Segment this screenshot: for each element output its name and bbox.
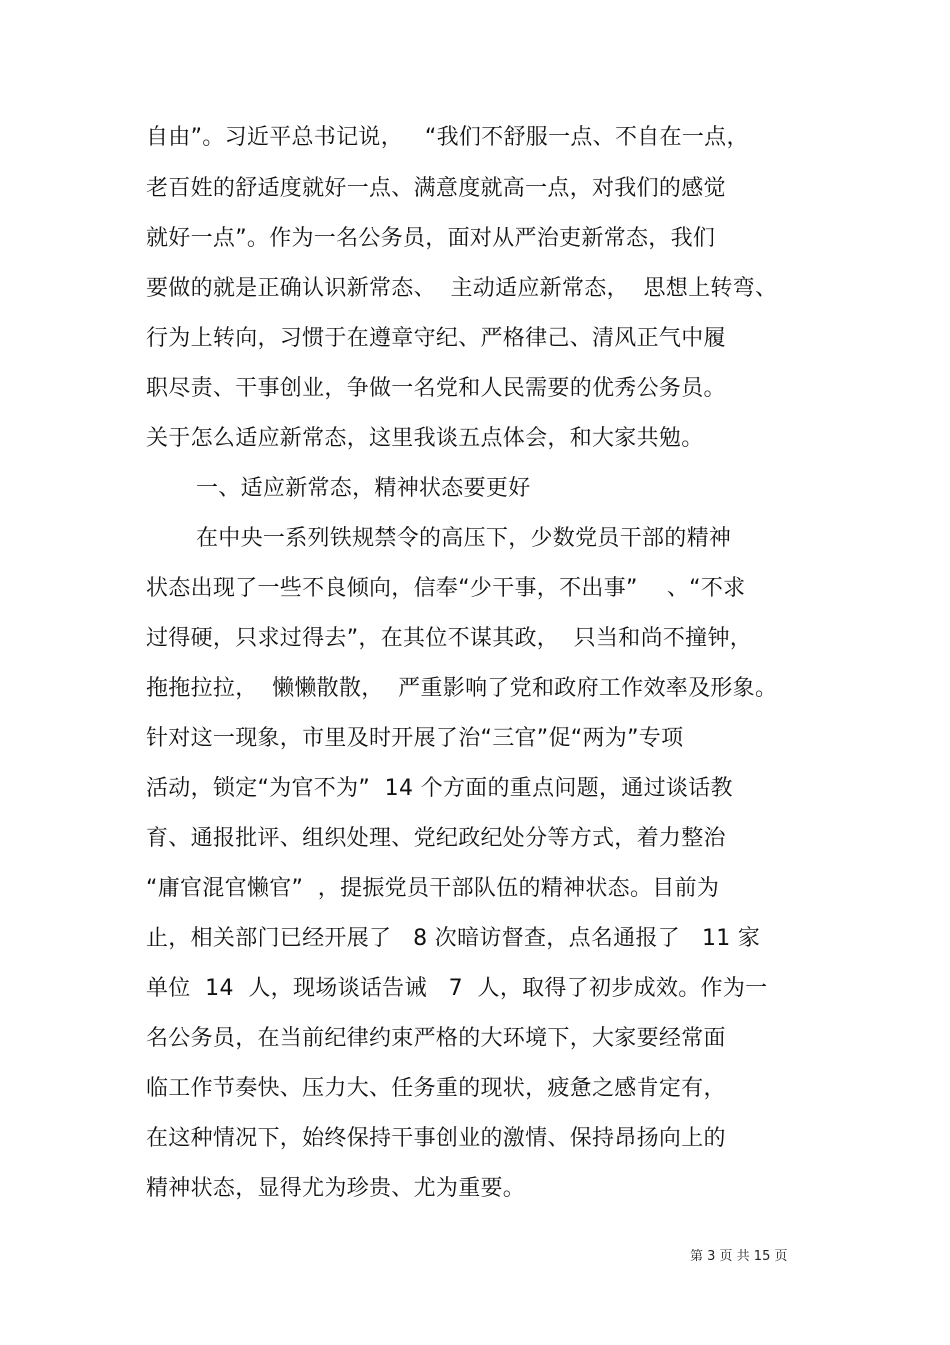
paragraph-line: 状态出现了一些不良倾向，信奉“少干事，不出事” 、“不求 — [146, 576, 746, 601]
paragraph-line: 精神状态，显得尤为珍贵、尤为重要。 — [146, 1176, 526, 1201]
paragraph-line: 单位 14 人，现场谈话告诫 7 人，取得了初步成效。作为一 — [146, 976, 768, 1001]
paragraph-line: 自由”。习近平总书记说， “我们不舒服一点、不自在一点， — [146, 125, 749, 150]
paragraph-line: 止，相关部门已经开展了 8 次暗访督查，点名通报了 11 家 — [146, 926, 761, 951]
paragraph-line: 育、通报批评、组织处理、党纪政纪处分等方式，着力整治 — [146, 826, 726, 851]
paragraph-line: 名公务员，在当前纪律约束严格的大环境下，大家要经常面 — [146, 1026, 726, 1051]
paragraph-line: 职尽责、干事创业，争做一名党和人民需要的优秀公务员。 — [146, 376, 726, 401]
paragraph-line: 要做的就是正确认识新常态、 主动适应新常态， 思想上转弯、 — [146, 276, 778, 301]
section-heading: 一、适应新常态，精神状态要更好 — [196, 476, 531, 501]
paragraph-line: 关于怎么适应新常态，这里我谈五点体会，和大家共勉。 — [146, 426, 704, 451]
paragraph-line: 活动，锁定“为官不为” 14 个方面的重点问题，通过谈话教 — [146, 776, 733, 801]
paragraph-line: 过得硬，只求过得去”，在其位不谋其政， 只当和尚不撞钟， — [146, 626, 753, 651]
paragraph-line: “庸官混官懒官” ，提振党员干部队伍的精神状态。目前为 — [146, 876, 720, 901]
paragraph-line: 拖拖拉拉， 懒懒散散， 严重影响了党和政府工作效率及形象。 — [146, 676, 778, 701]
paragraph-line: 老百姓的舒适度就好一点、满意度就高一点，对我们的感觉 — [146, 176, 726, 201]
paragraph-line: 行为上转向，习惯于在遵章守纪、严格律己、清风正气中履 — [146, 326, 726, 351]
paragraph-line: 临工作节奏快、压力大、任务重的现状，疲惫之感肯定有， — [146, 1076, 726, 1101]
paragraph-line: 在这种情况下，始终保持干事创业的激情、保持昂扬向上的 — [146, 1126, 726, 1151]
paragraph-line: 在中央一系列铁规禁令的高压下，少数党员干部的精神 — [196, 526, 732, 551]
paragraph-line: 针对这一现象，市里及时开展了治“三官”促“两为”专项 — [146, 726, 684, 751]
page-number-footer: 第 3 页 共 15 页 — [690, 1249, 788, 1264]
paragraph-line: 就好一点”。作为一名公务员，面对从严治吏新常态，我们 — [146, 226, 716, 251]
